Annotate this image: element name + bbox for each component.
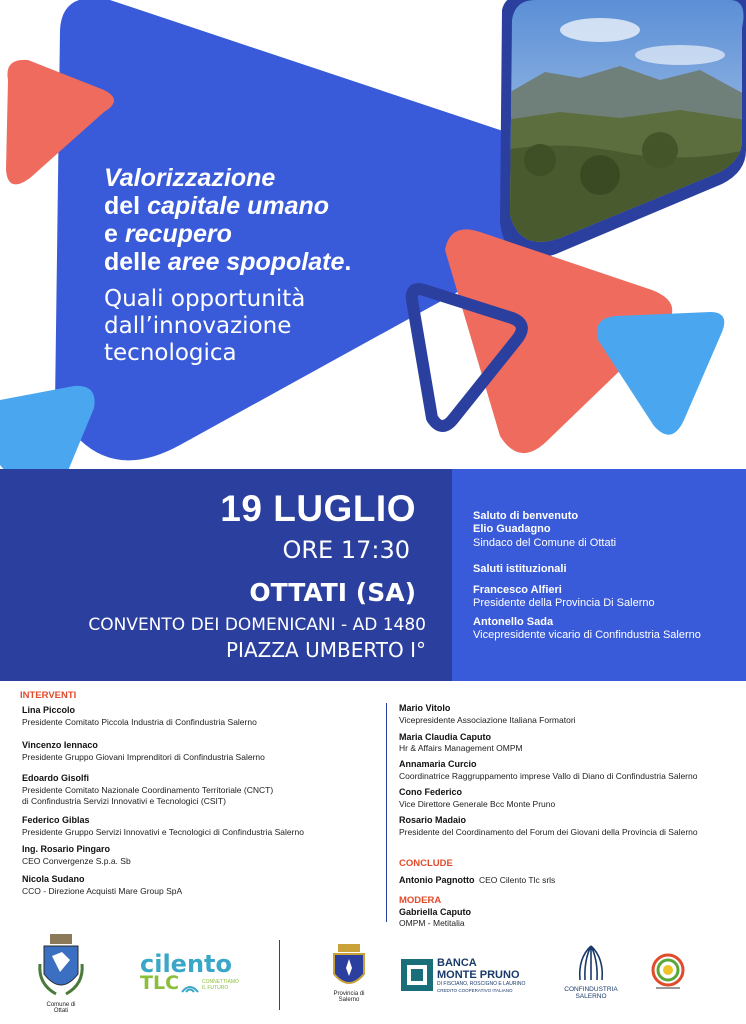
speaker-name: Maria Claudia Caputo bbox=[399, 732, 492, 742]
speaker-role: CCO - Direzione Acquisti Mare Group SpA bbox=[22, 886, 183, 896]
speaker-name: Nicola Sudano bbox=[22, 874, 85, 884]
speaker-role: Presidente Gruppo Servizi Innovativi e Tecnologici di Confindustria Salerno bbox=[22, 827, 304, 837]
subheadline-line: Quali opportunità bbox=[104, 286, 306, 312]
speaker-name bbox=[473, 583, 562, 597]
confindustria-label bbox=[561, 986, 621, 1000]
provincia-salerno-crest-icon bbox=[330, 944, 368, 990]
speaker-name: Gabriella Caputo bbox=[399, 907, 472, 917]
logo-text: CONNETTIAMO bbox=[202, 979, 239, 985]
speaker-name-text: Antonello Sada bbox=[473, 616, 554, 628]
subheadline-line: tecnologica bbox=[104, 340, 237, 366]
event-date: 19 LUGLIO bbox=[220, 488, 416, 529]
headline bbox=[104, 164, 351, 276]
headline-emphasis: capitale umano bbox=[147, 192, 330, 220]
speaker-role: Presidente della Provincia Di Salerno bbox=[473, 597, 655, 609]
speaker-name: Rosario Madaio bbox=[399, 815, 467, 825]
confindustria-mark-icon bbox=[574, 944, 608, 984]
speaker-role: Presidente Comitato Piccola Industria di Confindustria Salerno bbox=[22, 717, 257, 727]
logo-text: DI FISCIANO, ROSCIGNO E LAURINO bbox=[437, 981, 526, 987]
welcome-title-text: Saluto di benvenuto bbox=[473, 510, 579, 522]
speaker-role: Presidente del Coordinamento del Forum dei Giovani della Provincia di Salerno bbox=[399, 827, 698, 837]
logo-text: CONFINDUSTRIA bbox=[564, 986, 618, 993]
speaker-name-text: Francesco Alfieri bbox=[473, 584, 562, 596]
sky-triangle-left bbox=[0, 386, 95, 470]
logo-text: MONTE PRUNO bbox=[437, 969, 520, 981]
headline-text: delle bbox=[104, 248, 168, 276]
speaker-role: CEO Convergenze S.p.a. Sb bbox=[22, 856, 131, 866]
speaker-role: Presidente Comitato Nazionale Coordinamento Territoriale (CNCT) bbox=[22, 785, 274, 795]
column-divider bbox=[386, 703, 387, 922]
welcome-name-text: Elio Guadagno bbox=[473, 523, 551, 535]
modera-title: MODERA bbox=[399, 895, 442, 906]
headline-line-2 bbox=[104, 192, 351, 220]
logo-text: IL FUTURO bbox=[202, 985, 229, 991]
speaker-role-2: di Confindustria Servizi Innovativi e Tecnologici (CSIT) bbox=[22, 796, 226, 806]
event-place: OTTATI (SA) bbox=[249, 578, 416, 607]
logo-text: SALERNO bbox=[575, 993, 607, 1000]
speaker-name: Federico Giblas bbox=[22, 815, 90, 825]
giovani-forum-logo-icon bbox=[650, 952, 686, 992]
speaker-role: CEO Cilento Tlc srls bbox=[478, 875, 556, 885]
cilento-logo-tlc: TLC bbox=[140, 972, 180, 994]
provincia-label bbox=[326, 991, 372, 1003]
logo-text: Provincia di bbox=[333, 991, 365, 997]
headline-emphasis: Valorizzazione bbox=[104, 164, 276, 192]
speaker-name: Cono Federico bbox=[399, 787, 463, 797]
cilento-logo-word: cilento bbox=[140, 950, 233, 978]
comune-label bbox=[36, 1002, 86, 1014]
event-time: ORE 17:30 bbox=[282, 536, 410, 564]
speaker-name: Mario Vitolo bbox=[399, 703, 451, 713]
speaker-role: Presidente Gruppo Giovani Imprenditori di Confindustria Salerno bbox=[22, 752, 265, 762]
logo-text: CREDITO COOPERATIVO ITALIANO bbox=[437, 988, 513, 993]
logo-text: Ottati bbox=[53, 1008, 69, 1014]
signal-wave-icon bbox=[180, 978, 200, 994]
speaker-name: Vincenzo Iennaco bbox=[22, 740, 98, 750]
headline-emphasis: recupero bbox=[124, 220, 232, 248]
logo-text: Comune di bbox=[46, 1002, 76, 1008]
speaker-role: Vicepresidente vicario di Confindustria Salerno bbox=[473, 629, 701, 641]
logo-text: Salerno bbox=[338, 997, 360, 1003]
institutional-title bbox=[473, 562, 567, 576]
conclude-title: CONCLUDE bbox=[399, 858, 453, 869]
headline-line-1 bbox=[104, 164, 351, 192]
speaker-role: Vicepresidente Associazione Italiana Formatori bbox=[399, 715, 576, 725]
speaker-role: OMPM - Metitalia bbox=[399, 918, 465, 928]
headline-text: . bbox=[344, 248, 352, 276]
comune-ottati-crest-icon bbox=[36, 934, 86, 1000]
speaker-role: Coordinatrice Raggruppamento imprese Vallo di Diano di Confindustria Salerno bbox=[399, 771, 698, 781]
speaker-name: Antonio Pagnotto bbox=[399, 875, 475, 885]
welcome-title bbox=[473, 509, 578, 523]
headline-line-3 bbox=[104, 220, 351, 248]
banca-monte-pruno-text bbox=[437, 958, 525, 994]
headline-text: del bbox=[104, 192, 148, 220]
interventi-title: INTERVENTI bbox=[20, 690, 77, 701]
logo-text: BANCA bbox=[437, 957, 477, 969]
institutional-title-text: Saluti istituzionali bbox=[473, 563, 567, 575]
headline-text: e bbox=[104, 220, 125, 248]
speaker-name: Edoardo Gisolfi bbox=[22, 773, 90, 783]
logo-divider bbox=[279, 940, 280, 1010]
speaker-name bbox=[473, 615, 553, 629]
speaker-name: Lina Piccolo bbox=[22, 705, 76, 715]
speaker-role: Hr & Affairs Management OMPM bbox=[399, 743, 523, 753]
speaker-name: Annamaria Curcio bbox=[399, 759, 477, 769]
headline-line-4 bbox=[104, 248, 351, 276]
conclude-line bbox=[399, 870, 555, 888]
welcome-name bbox=[473, 522, 551, 536]
event-square: PIAZZA UMBERTO I° bbox=[226, 638, 426, 662]
speaker-name: Ing. Rosario Pingaro bbox=[22, 844, 111, 854]
cilento-tagline bbox=[202, 979, 239, 991]
subheadline bbox=[104, 286, 305, 367]
subheadline-line: dall’innovazione bbox=[104, 313, 292, 339]
welcome-role: Sindaco del Comune di Ottati bbox=[473, 537, 617, 549]
headline-emphasis: aree spopolate bbox=[167, 248, 345, 276]
event-venue: CONVENTO DEI DOMENICANI - AD 1480 bbox=[88, 615, 426, 635]
speaker-role: Vice Direttore Generale Bcc Monte Pruno bbox=[399, 799, 556, 809]
banca-monte-pruno-mark-icon bbox=[401, 959, 433, 991]
